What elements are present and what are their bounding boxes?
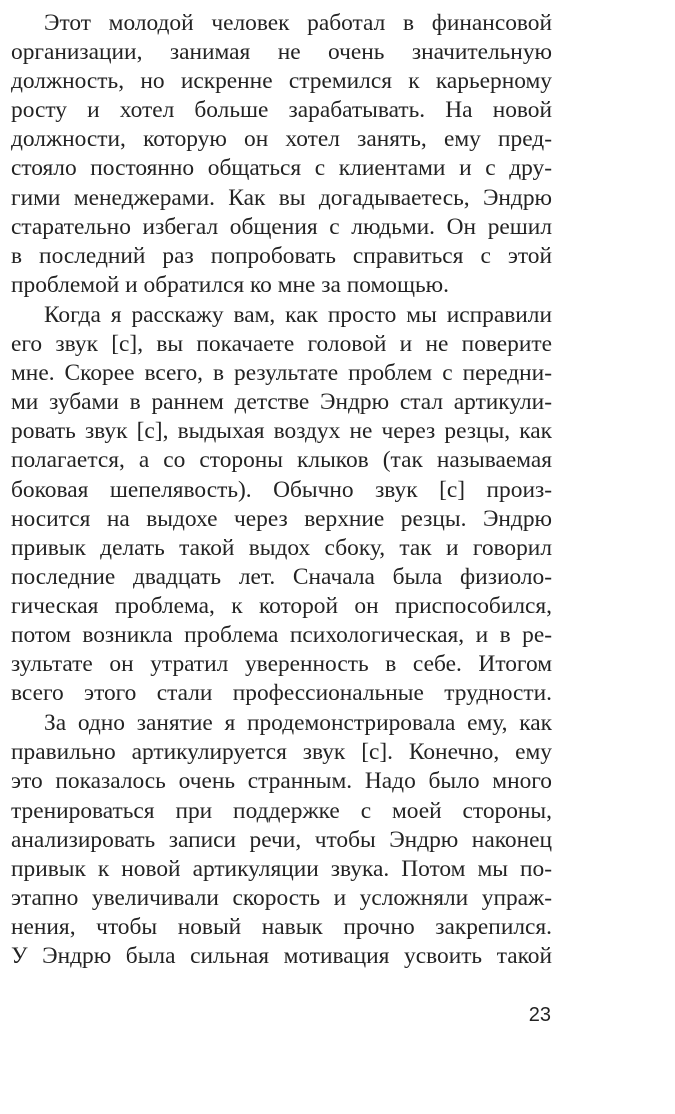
text-line: гическая проблема, к которой он приспособился, bbox=[11, 592, 552, 619]
text-line: старательно избегал общения с людьми. Он решил bbox=[11, 213, 552, 240]
text-line: проблемой и обратился ко мне за помощью. bbox=[11, 271, 449, 298]
text-line: Когда я расскажу вам, как просто мы исправили bbox=[44, 301, 552, 328]
text-line: привык к новой артикуляции звука. Потом мы по- bbox=[11, 855, 552, 882]
text-line: последние двадцать лет. Сначала была физиоло- bbox=[11, 563, 552, 590]
text-line: За одно занятие я продемонстрировала ему, как bbox=[44, 710, 552, 737]
page-body bbox=[11, 9, 552, 971]
paragraph-1 bbox=[11, 9, 552, 300]
text-line: зультате он утратил уверенность в себе. Итогом bbox=[11, 651, 552, 678]
text-line: должности, которую он хотел занять, ему пред- bbox=[11, 126, 552, 153]
page-number: 23 bbox=[528, 1004, 551, 1026]
text-line: его звук [с], вы покачаете головой и не поверите bbox=[11, 331, 552, 358]
text-line: Этот молодой человек работал в финансовой bbox=[44, 10, 552, 36]
text-line: ровать звук [с], выдыхая воздух не через резцы, как bbox=[11, 418, 552, 445]
text-line: гими менеджерами. Как вы догадываетесь, Эндрю bbox=[11, 184, 552, 211]
text-line: носится на выдохе через верхние резцы. Эндрю bbox=[11, 505, 552, 532]
text-line: полагается, а со стороны клыков (так называемая bbox=[11, 447, 552, 474]
paragraph-3 bbox=[11, 709, 552, 971]
text-line: стояло постоянно общаться с клиентами и с дру- bbox=[11, 155, 552, 182]
text-line: анализировать записи речи, чтобы Эндрю наконец bbox=[11, 826, 552, 853]
text-line: росту и хотел больше зарабатывать. На новой bbox=[11, 97, 552, 124]
text-line: это показалось очень странным. Надо было много bbox=[11, 768, 552, 795]
text-line: в последний раз попробовать справиться с этой bbox=[11, 242, 552, 269]
text-line: привык делать такой выдох сбоку, так и говорил bbox=[11, 534, 552, 561]
text-line: У Эндрю была сильная мотивация усвоить такой bbox=[11, 943, 552, 969]
text-line: потом возникла проблема психологическая, и в ре- bbox=[11, 621, 552, 648]
text-line: тренироваться при поддержке с моей стороны, bbox=[11, 797, 552, 824]
text-line: боковая шепелявость). Обычно звук [с] произ- bbox=[11, 476, 552, 503]
text-line: всего этого стали профессиональные трудности. bbox=[11, 680, 552, 707]
text-line: организации, занимая не очень значительную bbox=[11, 39, 552, 66]
text-line: должность, но искренне стремился к карьерному bbox=[11, 68, 552, 95]
text-line: этапно увеличивали скорость и усложняли упраж- bbox=[11, 884, 552, 911]
text-line: нения, чтобы новый навык прочно закрепился. bbox=[11, 913, 552, 940]
paragraph-2 bbox=[11, 301, 552, 708]
text-line: мне. Скорее всего, в результате проблем с передни- bbox=[11, 360, 552, 387]
text-line: правильно артикулируется звук [с]. Конечно, ему bbox=[11, 739, 552, 766]
text-line: ми зубами в раннем детстве Эндрю стал артикули- bbox=[11, 389, 552, 416]
